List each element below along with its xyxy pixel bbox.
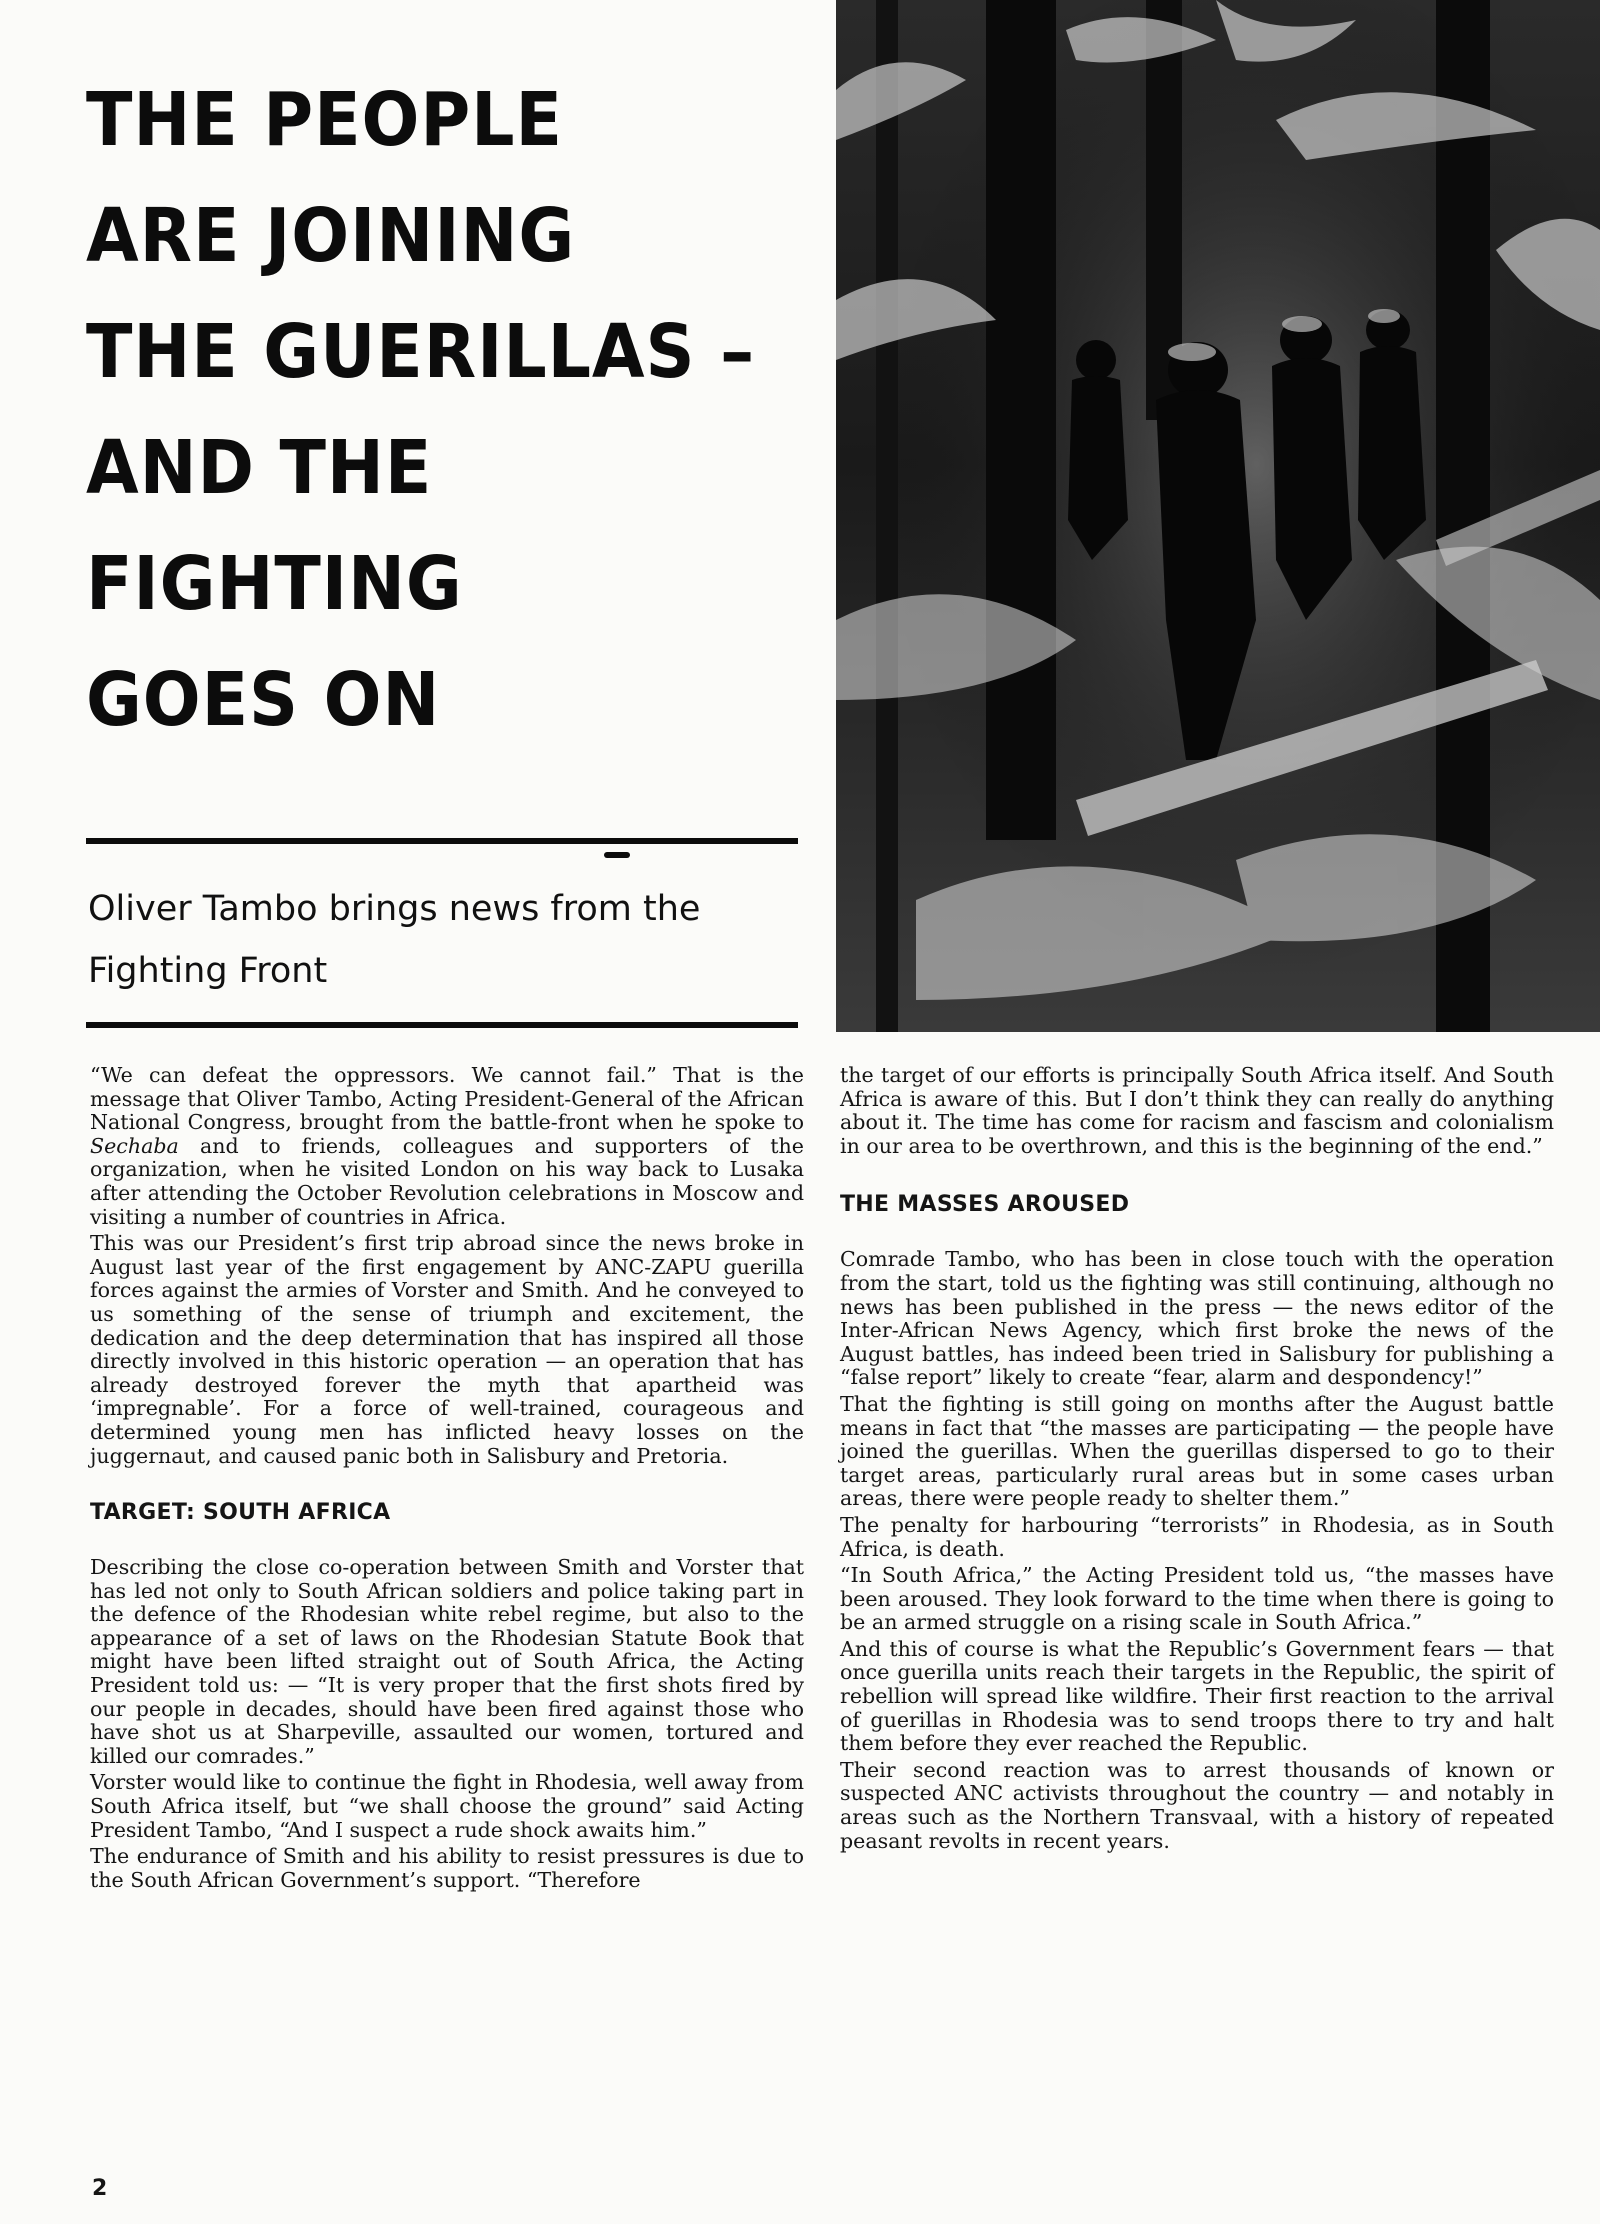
headline-line: THE GUERILLAS – (86, 309, 756, 395)
headline-line: THE PEOPLE (86, 77, 563, 163)
page-number: 2 (92, 2176, 108, 2201)
subtitle-line: Oliver Tambo brings news from the (88, 889, 701, 929)
paragraph: Their second reaction was to arrest thousands of known or suspected ANC activists throughout the country — and notably in areas such as the Northern Transvaal, with a history of repeated peasant revolts in recent years. (840, 1757, 1554, 1853)
paragraph: The penalty for harbouring “terrorists” in Rhodesia, as in South Africa, is death. (840, 1512, 1554, 1561)
publication-name: Sechaba (90, 1133, 179, 1158)
guerilla-fighters-photo (836, 0, 1600, 1032)
paragraph: And this of course is what the Republic’s Government fears — that once guerilla units reach their targets in the Republic, the spirit of rebellion will spread like wildfire. Their first reaction to the arrival of guerillas in Rhodesia was to send troops there to try and halt them before they ever reached the Republic. (840, 1636, 1554, 1756)
headline-line: ARE JOINING (86, 193, 576, 279)
left-column (90, 1064, 804, 1895)
right-column (840, 1064, 1554, 1856)
paragraph: Vorster would like to continue the fight in Rhodesia, well away from South Africa itself, but “we shall choose the ground” said Acting President Tambo, “And I suspect a rude shock awaits him.” (90, 1770, 804, 1842)
paragraph: That the fighting is still going on months after the August battle means in fact that “the masses are participating — the people have joined the guerillas. When the guerillas dispersed to go to their target areas, particularly rural areas but in some cases urban areas, there were people ready to shelter them.” (840, 1391, 1554, 1511)
paragraph: Describing the close co-operation between Smith and Vorster that has led not only to South African soldiers and police taking part in the defence of the Rhodesian white rebel regime, but also to the appearance of a set of laws on the Rhodesian Statute Book that might have been lifted straight out of South Africa, the Acting President told us: — “It is very proper that the first shots fired by our people in decades, should have been fired against those who have shot us at Sharpeville, assaulted our women, tortured and killed our comrades.” (90, 1555, 804, 1768)
headline-line: AND THE (86, 425, 433, 511)
headline-line: FIGHTING (86, 541, 463, 627)
paragraph-text: and to friends, colleagues and supporters of the organization, when he visited London on his way back to Lusaka after attending the October Revolution celebrations in Moscow and visiting a number of countries in Africa. (90, 1133, 804, 1229)
paragraph (90, 1064, 804, 1229)
paragraph: the target of our efforts is principally South Africa itself. And South Africa is aware of this. But I don’t think they can really do anything about it. The time has come for racism and fascism and colonialism in our area to be overthrown, and this is the beginning of the end.” (840, 1063, 1554, 1158)
article-headline (86, 62, 786, 758)
headline-line: GOES ON (86, 657, 441, 743)
subtitle-line: Fighting Front (88, 951, 328, 991)
bottom-rule (86, 1022, 798, 1028)
paragraph: This was our President’s first trip abroad since the news broke in August last year of the first engagement by ANC-ZAPU guerilla forces against the armies of Vorster and Smith. And he conveyed to us something of the sense of triumph and excitement, the dedication and the deep determination that has inspired all those directly involved in this historic operation — an operation that has already destroyed forever the myth that apartheid was ‘impregnable’. For a force of well-trained, courageous and determined young men has inflicted heavy losses on the juggernaut, and caused panic both in Salisbury and Pretoria. (90, 1231, 804, 1468)
paragraph: “In South Africa,” the Acting President told us, “the masses have been aroused. They look forward to the time when there is going to be an armed struggle on a rising scale in South Africa.” (840, 1563, 1554, 1635)
paragraph-text: “We can defeat the oppressors. We cannot fail.” That is the message that Oliver Tambo, Acting President-General of the African National Congress, brought from the battle-front when he spoke to (90, 1063, 804, 1135)
photo-illustration (836, 0, 1600, 1032)
article-subtitle (88, 878, 788, 1002)
section-heading: THE MASSES AROUSED (840, 1192, 1130, 1218)
section-heading: TARGET: SOUTH AFRICA (90, 1500, 391, 1526)
rule-mark (604, 852, 630, 858)
paragraph: Comrade Tambo, who has been in close touch with the operation from the start, told us the fighting was still continuing, although no news has been published in the press — the news editor of the Inter-African News Agency, which first broke the news of the August battles, has indeed been tried in Salisbury for publishing a “false report” likely to create “fear, alarm and despondency!” (840, 1247, 1554, 1390)
paragraph: The endurance of Smith and his ability to resist pressures is due to the South African Government’s support. “Therefore (90, 1844, 804, 1892)
top-rule (86, 838, 798, 844)
